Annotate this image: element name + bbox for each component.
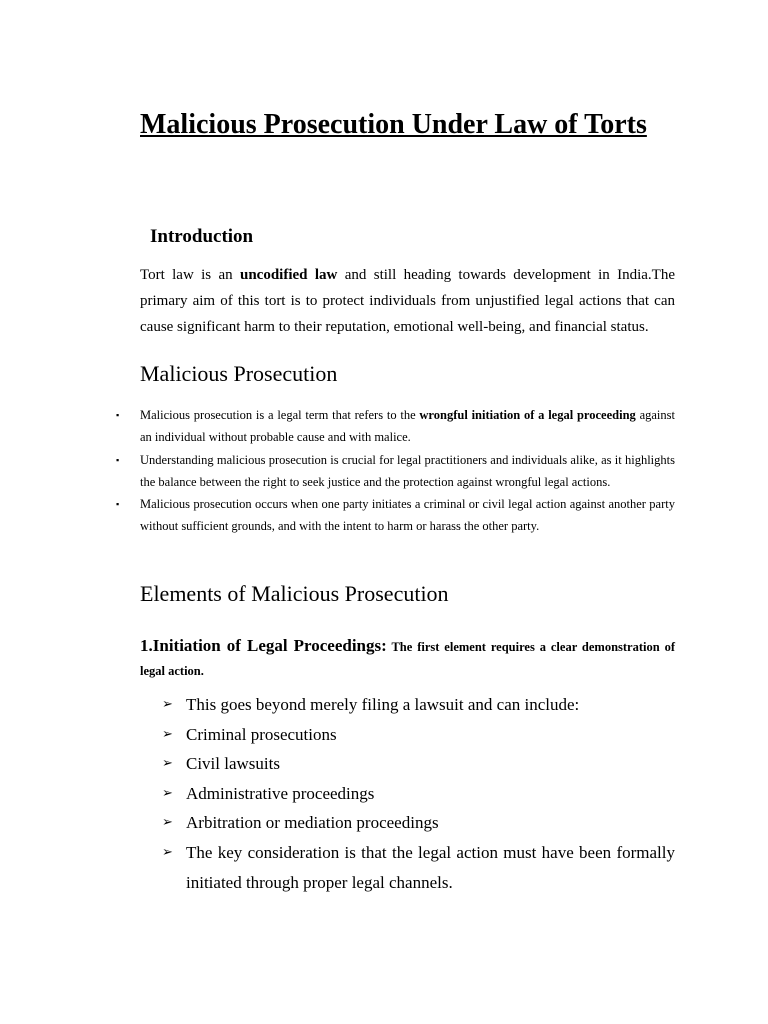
intro-text-after: and still heading towards development in India.The primary aim of this tort is to protect individuals from unjustified legal actions that can cause significant harm to their reputation, emotional well-being, and financial status. bbox=[140, 267, 675, 335]
bullet-text: Malicious prosecution is a legal term that refers to the bbox=[140, 408, 420, 422]
element-one-items bbox=[162, 690, 675, 897]
list-item-text: This goes beyond merely filing a lawsuit and can include: bbox=[186, 695, 580, 714]
arrow-bullet-icon: ➢ bbox=[162, 844, 173, 860]
bullet-bold-text: wrongful initiation of a legal proceeding bbox=[419, 408, 636, 422]
list-item bbox=[116, 449, 675, 494]
document-title: Malicious Prosecution Under Law of Torts bbox=[140, 109, 647, 140]
introduction-paragraph bbox=[140, 262, 675, 340]
square-bullet-icon: ▪ bbox=[116, 454, 120, 465]
elements-heading: Elements of Malicious Prosecution bbox=[140, 581, 449, 606]
list-item bbox=[162, 838, 675, 897]
arrow-bullet-icon: ➢ bbox=[162, 815, 173, 831]
arrow-bullet-icon: ➢ bbox=[162, 726, 173, 742]
intro-text-before: Tort law is an bbox=[140, 267, 240, 283]
list-item-text: Administrative proceedings bbox=[186, 783, 375, 803]
list-item-text: The key consideration is that the legal action must have been formally initiated through proper legal channels. bbox=[186, 842, 675, 892]
introduction-heading: Introduction bbox=[150, 226, 254, 247]
list-item bbox=[162, 720, 675, 750]
bullet-text: Malicious prosecution occurs when one party initiates a criminal or civil legal action against another party without sufficient grounds, and with the intent to harm or harass the other party. bbox=[140, 497, 675, 534]
list-item-text: Criminal prosecutions bbox=[186, 724, 337, 744]
arrow-bullet-icon: ➢ bbox=[162, 756, 173, 772]
list-item bbox=[162, 749, 675, 779]
bullet-text: Understanding malicious prosecution is crucial for legal practitioners and individuals alike, as it highlights the balance between the right to seek justice and the protection against wrongful legal actions. bbox=[140, 452, 675, 489]
malicious-prosecution-heading: Malicious Prosecution bbox=[140, 361, 338, 386]
arrow-bullet-icon: ➢ bbox=[162, 785, 173, 801]
list-item-text: Arbitration or mediation proceedings bbox=[186, 813, 439, 833]
malicious-prosecution-bullets bbox=[116, 404, 675, 538]
arrow-bullet-icon: ➢ bbox=[162, 697, 173, 712]
element-one-description: The first element requires a clear demonstration of legal action. bbox=[140, 640, 676, 678]
intro-bold-term: uncodified law bbox=[240, 267, 338, 283]
list-item bbox=[162, 779, 675, 809]
element-one-paragraph bbox=[140, 634, 675, 683]
square-bullet-icon: ▪ bbox=[116, 499, 120, 510]
bullet-text: against an individual without probable cause and with malice. bbox=[140, 408, 675, 445]
list-item-text: Civil lawsuits bbox=[186, 754, 280, 774]
element-one-title: 1.Initiation of Legal Proceedings: bbox=[140, 636, 387, 655]
list-item bbox=[162, 808, 675, 838]
square-bullet-icon: ▪ bbox=[116, 410, 120, 420]
list-item bbox=[116, 493, 675, 538]
list-item bbox=[116, 404, 675, 449]
list-item bbox=[162, 690, 675, 720]
